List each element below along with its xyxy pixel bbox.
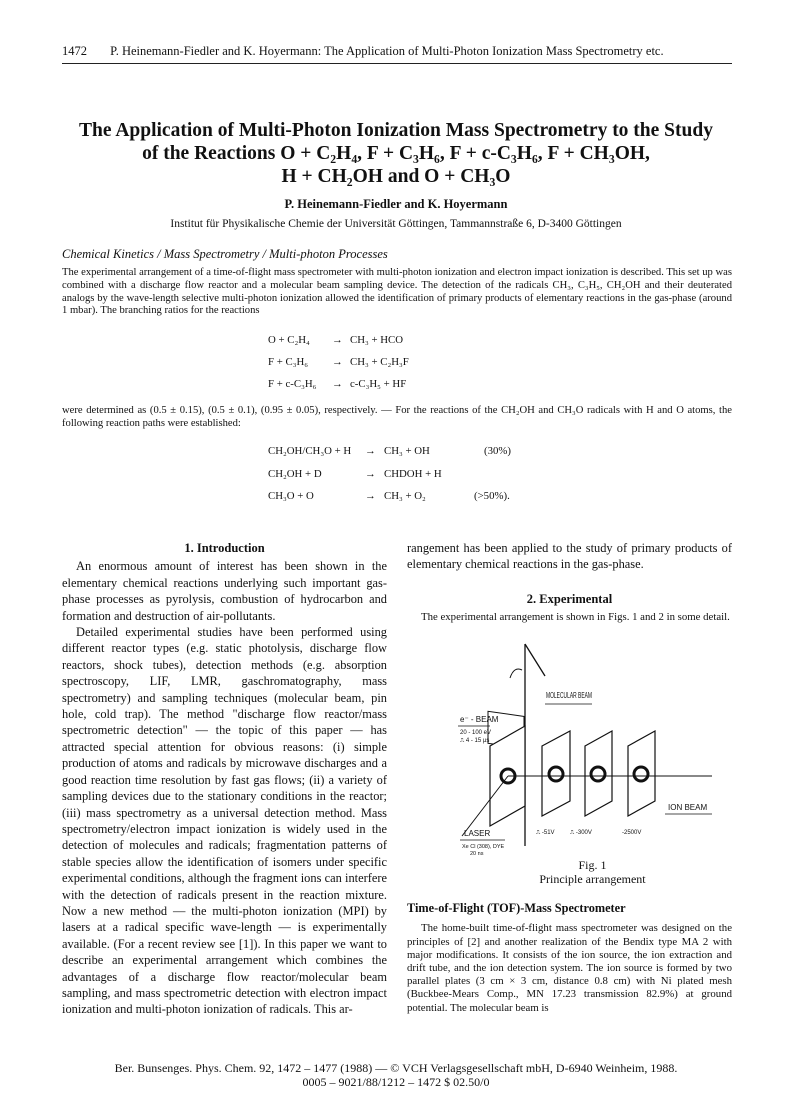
- reaction-3-arrow: →: [332, 378, 343, 390]
- institution: Institut für Physikalische Chemie der Universität Göttingen, Tammannstraße 6, D-3400 Göttingen: [170, 218, 622, 230]
- label-laser-type: Xe Cl (308), DYE: [462, 844, 505, 850]
- drift-aperture: [634, 767, 648, 781]
- figure-1-caption: [450, 858, 735, 886]
- reaction-4-rhs: CH₃ + OH: [384, 445, 430, 457]
- footer-line-1: Ber. Bunsenges. Phys. Chem. 92, 1472 – 1477 (1988) — © VCH Verlagsgesellschaft mbH, D-6940 Weinheim, 1988.: [114, 1061, 678, 1075]
- reaction-3-rhs: c-C₃H₅ + HF: [350, 378, 407, 390]
- article-title: [40, 119, 752, 188]
- tof-heading: Time-of-Flight (TOF)-Mass Spectrometer: [407, 901, 626, 915]
- keywords: Chemical Kinetics / Mass Spectrometry / Multi-photon Processes: [62, 247, 388, 261]
- reaction-2-lhs: F + C₃H₆: [268, 356, 309, 368]
- beam-curve: [510, 669, 522, 678]
- page-number: 1472: [62, 44, 87, 58]
- title-line-3: H + CH₂OH and O + CH₃O: [281, 166, 511, 187]
- running-title: P. Heinemann-Fiedler and K. Hoyermann: The Application of Multi-Photon Ionization Mass Spectrometry etc.: [110, 44, 664, 58]
- abstract-paragraph-1: The experimental arrangement of a time-of-flight mass spectrometer with multi-photon ionization and electron impact ionization is described. This set up was combined with a discharge flow reactor and a molecular beam sampling device. The detection of the radicals CH₃, C₃H₅, CH₂OH and their deuterated analogs by the wave-length selective multi-photon ionization allowed the identification of primary products of elementary reactions in the gas-phase (around 1 mbar). The branching ratios for the reactions: [62, 267, 732, 317]
- intro-paragraph-2: Detailed experimental studies have been performed using different reactor types (e.g. static photolysis, discharge flow reactors, shock tubes), detection methods (e.g. absorption spectroscopy, LIF, LMR, gaschromatography, mass spectrometry) and sampling techniques (molecular beam, pin hole, cold trap). The method "discharge flow reactor/mass spectrometric detection" — the topic of this paper — has attracted special attention for obvious reasons: (i) simple production of atoms and radicals by microwave discharges and a good reaction time resolution by fast gas flows; (ii) a variety of sampling devices due to the stationary conditions in the reactor; (iii) mass spectrometry as a universal detection method. Mass spectrometry/electron impact ionization is widely used in the detection of molecules and radicals; fragmentation patterns of stable species allow the identification of isomers under specific experimental conditions, although the fragment ions can interfere with the detection of radicals present in the reaction mixture. Now a new method — the multi-photon ionization (MPI) by lasers at a radical specific wave-length — is experimentally available. (For a recent review see [1]). In this paper we want to describe an experimental arrangement which combines the advantages of a discharge flow reactor/molecular beam sampling, and mass spectrometric detection with electron impact ionization and multi-photon ionization of radicals. This ar-: [62, 625, 387, 1017]
- header-rule: [62, 63, 732, 64]
- label-molecular: MOLECULAR BEAM: [546, 691, 593, 700]
- title-line-1: The Application of Multi-Photon Ionization Mass Spectrometry to the Study: [79, 120, 713, 141]
- right-column: [407, 540, 732, 624]
- label-e-beam: e⁻ - BEAM: [460, 715, 499, 724]
- reaction-6-lhs: CH₃O + O: [268, 490, 314, 502]
- reaction-6-note: (>50%).: [474, 490, 510, 502]
- footer-line-2: 0005 – 9021/88/1212 – 1472 $ 02.50/0: [302, 1075, 490, 1089]
- abstract-paragraph-2: were determined as (0.5 ± 0.15), (0.5 ± 0.1), (0.95 ± 0.05), respectively. — For the reactions of the CH₂OH and CH₃O radicals with H and O atoms, the following reaction paths were established:: [62, 405, 732, 429]
- authors: P. Heinemann-Fiedler and K. Hoyermann: [284, 197, 508, 211]
- reaction-3-lhs: F + c-C₃H₆: [268, 378, 317, 390]
- label-e-energy: 20 - 100 eV: [460, 730, 492, 736]
- title-line-2: of the Reactions O + C₂H₄, F + C₃H₆, F + c-C₃H₆, F + CH₃OH,: [142, 143, 650, 164]
- tof-section: [407, 900, 732, 1015]
- left-column: [62, 540, 387, 1018]
- intro-paragraph-3: rangement has been applied to the study of primary products of elementary chemical reactions in the gas-phase.: [407, 541, 732, 572]
- label-voltage-3: -2500V: [622, 830, 642, 836]
- running-header: [62, 44, 664, 59]
- label-laser-pulse: 20 ns: [470, 851, 484, 856]
- section-heading-introduction: 1. Introduction: [184, 541, 265, 555]
- experimental-paragraph-1: The experimental arrangement is shown in Figs. 1 and 2 in some detail.: [421, 611, 730, 624]
- reaction-4-lhs: CH₂OH/CH₃O + H: [268, 445, 352, 457]
- label-e-pulse: ⎍ 4 - 15 μs: [460, 738, 490, 744]
- reaction-4-note: (30%): [484, 445, 511, 457]
- extraction-aperture-2: [591, 767, 605, 781]
- label-voltage-2: ⎍ -300V: [570, 830, 592, 836]
- reaction-2-arrow: →: [332, 356, 343, 368]
- figure-number: Fig. 1: [578, 858, 607, 872]
- label-laser: LASER: [464, 829, 491, 838]
- reaction-2-rhs: CH₃ + C₂H₃F: [350, 356, 409, 368]
- tof-paragraph-1: The home-built time-of-flight mass spectrometer was designed on the principles of [2] and another realization of the Bendix type MA 2 with major modifications. It consists of the ion source, the ion extraction and drift tube, and the ion detection system. The ion source is formed by two parallel plates (3 cm × 3 cm, distance 0.8 cm) with Ni plated mesh (Buckbee-Mears Comp., MN 17.23 transmission 82.9%) at ground potential. The molecular beam is: [407, 922, 732, 1014]
- reaction-6-rhs: CH₃ + O₂: [384, 490, 426, 502]
- reaction-5-arrow: →: [365, 468, 376, 480]
- figure-caption-text: Principle arrangement: [539, 872, 646, 886]
- journal-footer: [0, 1061, 792, 1089]
- section-heading-experimental: 2. Experimental: [526, 591, 613, 606]
- extraction-aperture-1: [549, 767, 563, 781]
- label-voltage-1: ⎍ -51V: [536, 830, 555, 836]
- reaction-6-arrow: →: [365, 490, 376, 502]
- reaction-1-lhs: O + C₂H₄: [268, 334, 310, 346]
- figure-1-diagram: [450, 636, 735, 856]
- intro-paragraph-1: An enormous amount of interest has been shown in the elementary chemical reactions underlying such important gas-phase processes as pyrolysis, combustion of hydrocarbon and formation and destruction of air-pollutants.: [62, 559, 387, 623]
- reaction-4-arrow: →: [365, 445, 376, 457]
- reaction-1-arrow: →: [332, 334, 343, 346]
- beam-arrow-line: [525, 644, 545, 676]
- reaction-1-rhs: CH₃ + HCO: [350, 334, 404, 346]
- reaction-5-rhs: CHDOH + H: [384, 468, 442, 480]
- reaction-5-lhs: CH₂OH + D: [268, 468, 322, 480]
- label-ion-beam: ION BEAM: [668, 803, 708, 812]
